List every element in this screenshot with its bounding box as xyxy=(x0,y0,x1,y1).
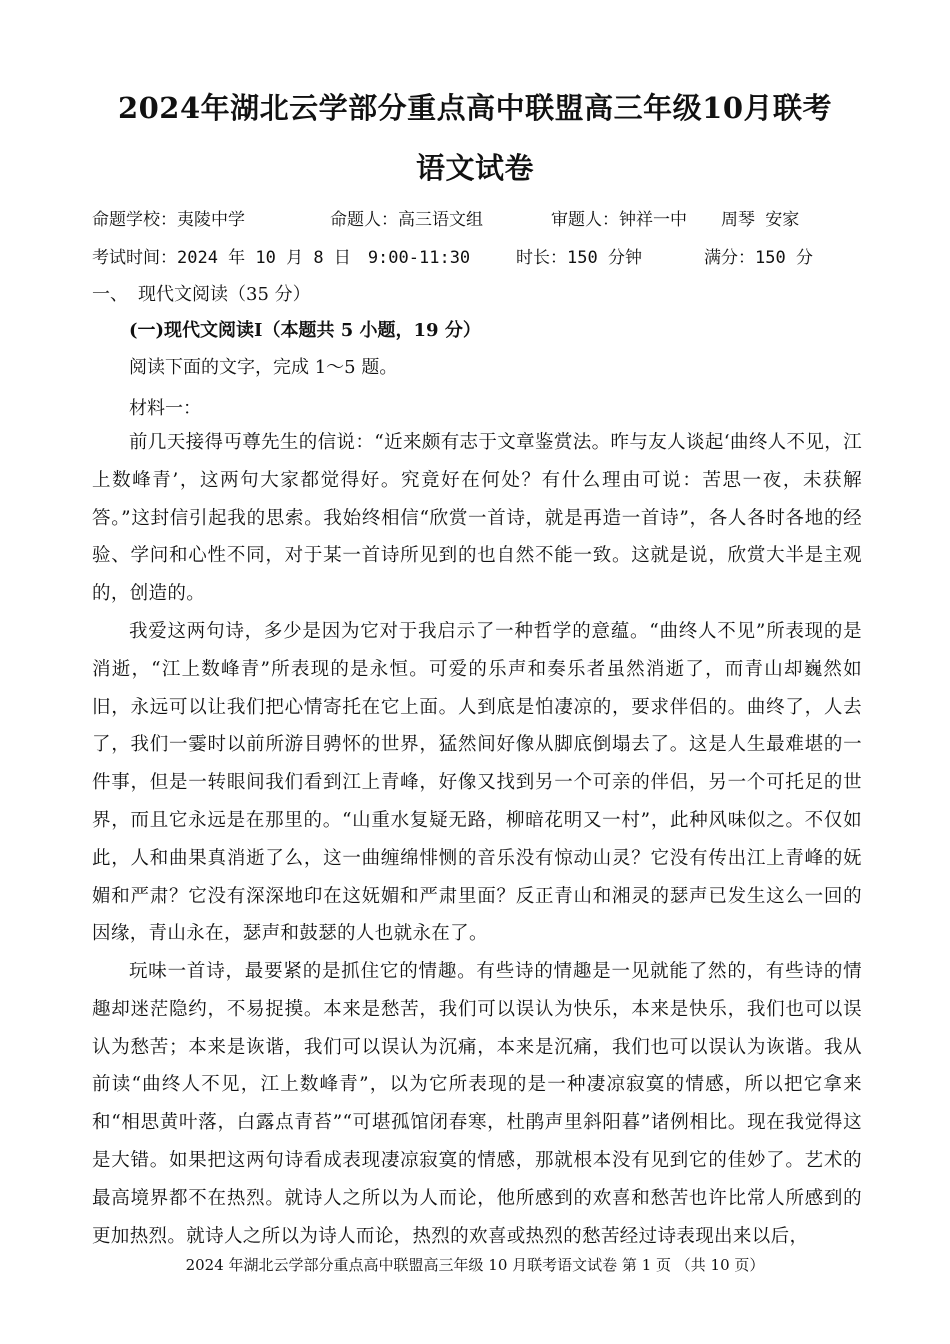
exam-subject-title: 语文试卷 xyxy=(415,151,534,185)
meta-school: 命题学校：夷陵中学 xyxy=(92,210,245,230)
reading-instruction: 阅读下面的文字，完成 1～5 题。 xyxy=(129,357,398,378)
section-title: 现代文阅读（35 分） xyxy=(138,284,311,305)
page-footer: 2024 年湖北云学部分重点高中联盟高三年级 10 月联考语文试卷 第 1 页 （共 10 页） xyxy=(185,1256,765,1274)
section-heading xyxy=(92,280,311,306)
paragraph-3: 玩味一首诗，最要紧的是抓住它的情趣。有些诗的情趣是一见就能了然的，有些诗的情趣却迷茫隐约，不易捉摸。本来是愁苦，我们可以误认为快乐，本来是快乐，我们也可以误认为愁苦；本来是诙谐，我们可以误认为沉痛，本来是沉痛，我们也可以误认为诙谐。我从前读“曲终人不见，江上数峰青”，以为它所表现的是一种凄凉寂寞的情感，所以把它拿来和“相思黄叶落，白露点青苔”“可堪孤馆闭春寒，杜鹃声里斜阳暮”诸例相比。现在我觉得这是大错。如果把这两句诗看成表现凄凉寂寞的情感，那就根本没有见到它的佳妙了。艺术的最高境界都不在热烈。就诗人之所以为人而论，他所感到的欢喜和愁苦也许比常人所感到的更加热烈。就诗人之所以为诗人而论，热烈的欢喜或热烈的愁苦经过诗表现出来以后， xyxy=(92,961,862,1247)
exam-title: 2024年湖北云学部分重点高中联盟高三年级10月联考 xyxy=(117,91,833,125)
paragraph-2: 我爱这两句诗，多少是因为它对于我启示了一种哲学的意蕴。“曲终人不见”所表现的是消逝，“江上数峰青”所表现的是永恒。可爱的乐声和奏乐者虽然消逝了，而青山却巍然如旧，永远可以让我们把心情寄托在它上面。人到底是怕凄凉的，要求伴侣的。曲终了，人去了，我们一霎时以前所游目骋怀的世界，猛然间好像从脚底倒塌去了。这是人生最难堪的一件事，但是一转眼间我们看到江上青峰，好像又找到另一个可亲的伴侣，另一个可托足的世界，而且它永远是在那里的。“山重水复疑无路，柳暗花明又一村”，此种风味似之。不仅如此，人和曲果真消逝了么，这一曲缠绵悱恻的音乐没有惊动山灵？它没有传出江上青峰的妩媚和严肃？它没有深深地印在这妩媚和严肃里面？反正青山和湘灵的瑟声已发生这么一回的因缘，青山永在，瑟声和鼓瑟的人也就永在了。 xyxy=(92,621,862,945)
meta-duration: 时长：150 分钟 xyxy=(516,248,642,268)
meta-setter: 命题人：高三语文组 xyxy=(330,210,483,230)
subsection-heading: (一)现代文阅读Ⅰ（本题共 5 小题，19 分） xyxy=(129,320,481,341)
paragraph-1: 前几天接得丏尊先生的信说：“近来颇有志于文章鉴赏法。昨与友人谈起‘曲终人不见，江上数峰青’，这两句大家都觉得好。究竟好在何处？有什么理由可说：苦思一夜，未获解答。”这封信引起我的思索。我始终相信“欣赏一首诗，就是再造一首诗”，各人各时各地的经验、学问和心性不同，对于某一首诗所见到的也自然不能一致。这就是说，欣赏大半是主观的，创造的。 xyxy=(92,432,862,605)
meta-full-score: 满分：150 分 xyxy=(704,248,813,268)
material-label: 材料一： xyxy=(129,398,201,419)
meta-reviewer: 审题人：钟祥一中 周琴 安家 xyxy=(551,210,800,230)
section-number: 一、 xyxy=(92,284,128,305)
meta-exam-time: 考试时间：2024 年 10 月 8 日 9:00-11:30 xyxy=(92,248,471,268)
